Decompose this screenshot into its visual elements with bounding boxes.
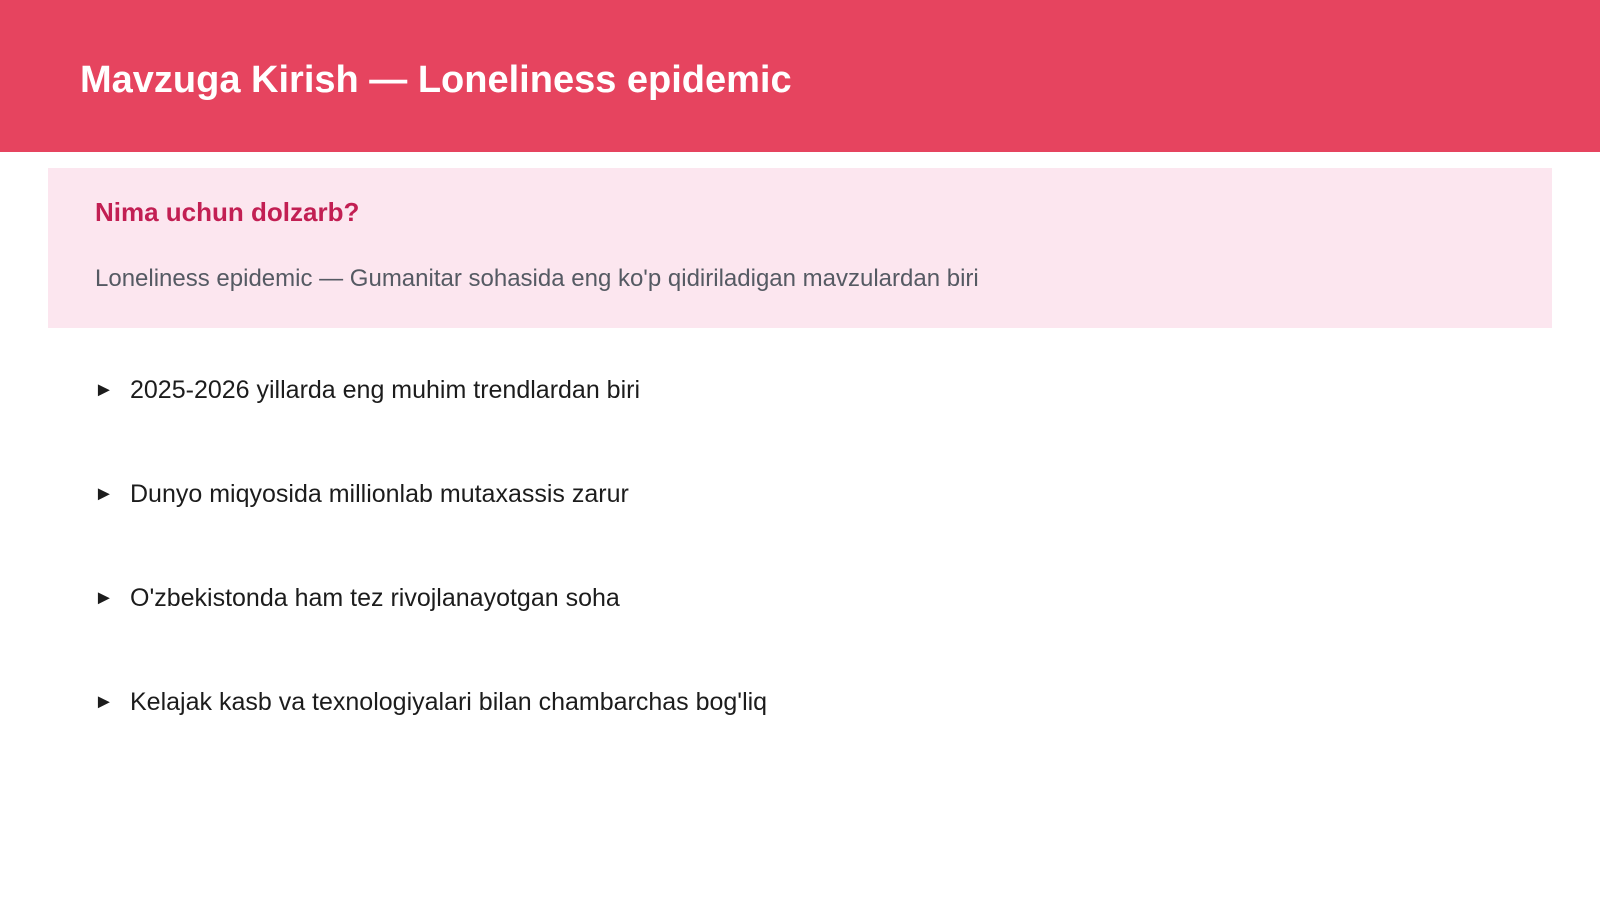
bullet-item: [94, 474, 1494, 578]
bullet-list: [94, 370, 1494, 786]
bullet-text: O'zbekistonda ham tez rivojlanayotgan soha: [130, 584, 620, 612]
title-bar: [0, 0, 1600, 152]
triangle-bullet-icon: ►: [94, 587, 114, 609]
bullet-text: 2025-2026 yillarda eng muhim trendlardan biri: [130, 376, 641, 404]
highlight-body: Loneliness epidemic — Gumanitar sohasida eng ko'p qidiriladigan mavzulardan biri: [95, 265, 979, 292]
bullet-item: [94, 682, 1494, 786]
triangle-bullet-icon: ►: [94, 483, 114, 505]
bullet-item: [94, 370, 1494, 474]
triangle-bullet-icon: ►: [94, 691, 114, 713]
triangle-bullet-icon: ►: [94, 379, 114, 401]
bullet-text: Dunyo miqyosida millionlab mutaxassis zarur: [130, 480, 629, 508]
bullet-item: [94, 578, 1494, 682]
slide-title: Mavzuga Kirish — Loneliness epidemic: [80, 59, 792, 101]
bullet-text: Kelajak kasb va texnologiyalari bilan chambarchas bog'liq: [130, 688, 768, 716]
highlight-heading: Nima uchun dolzarb?: [95, 197, 360, 227]
highlight-box: [48, 168, 1552, 328]
